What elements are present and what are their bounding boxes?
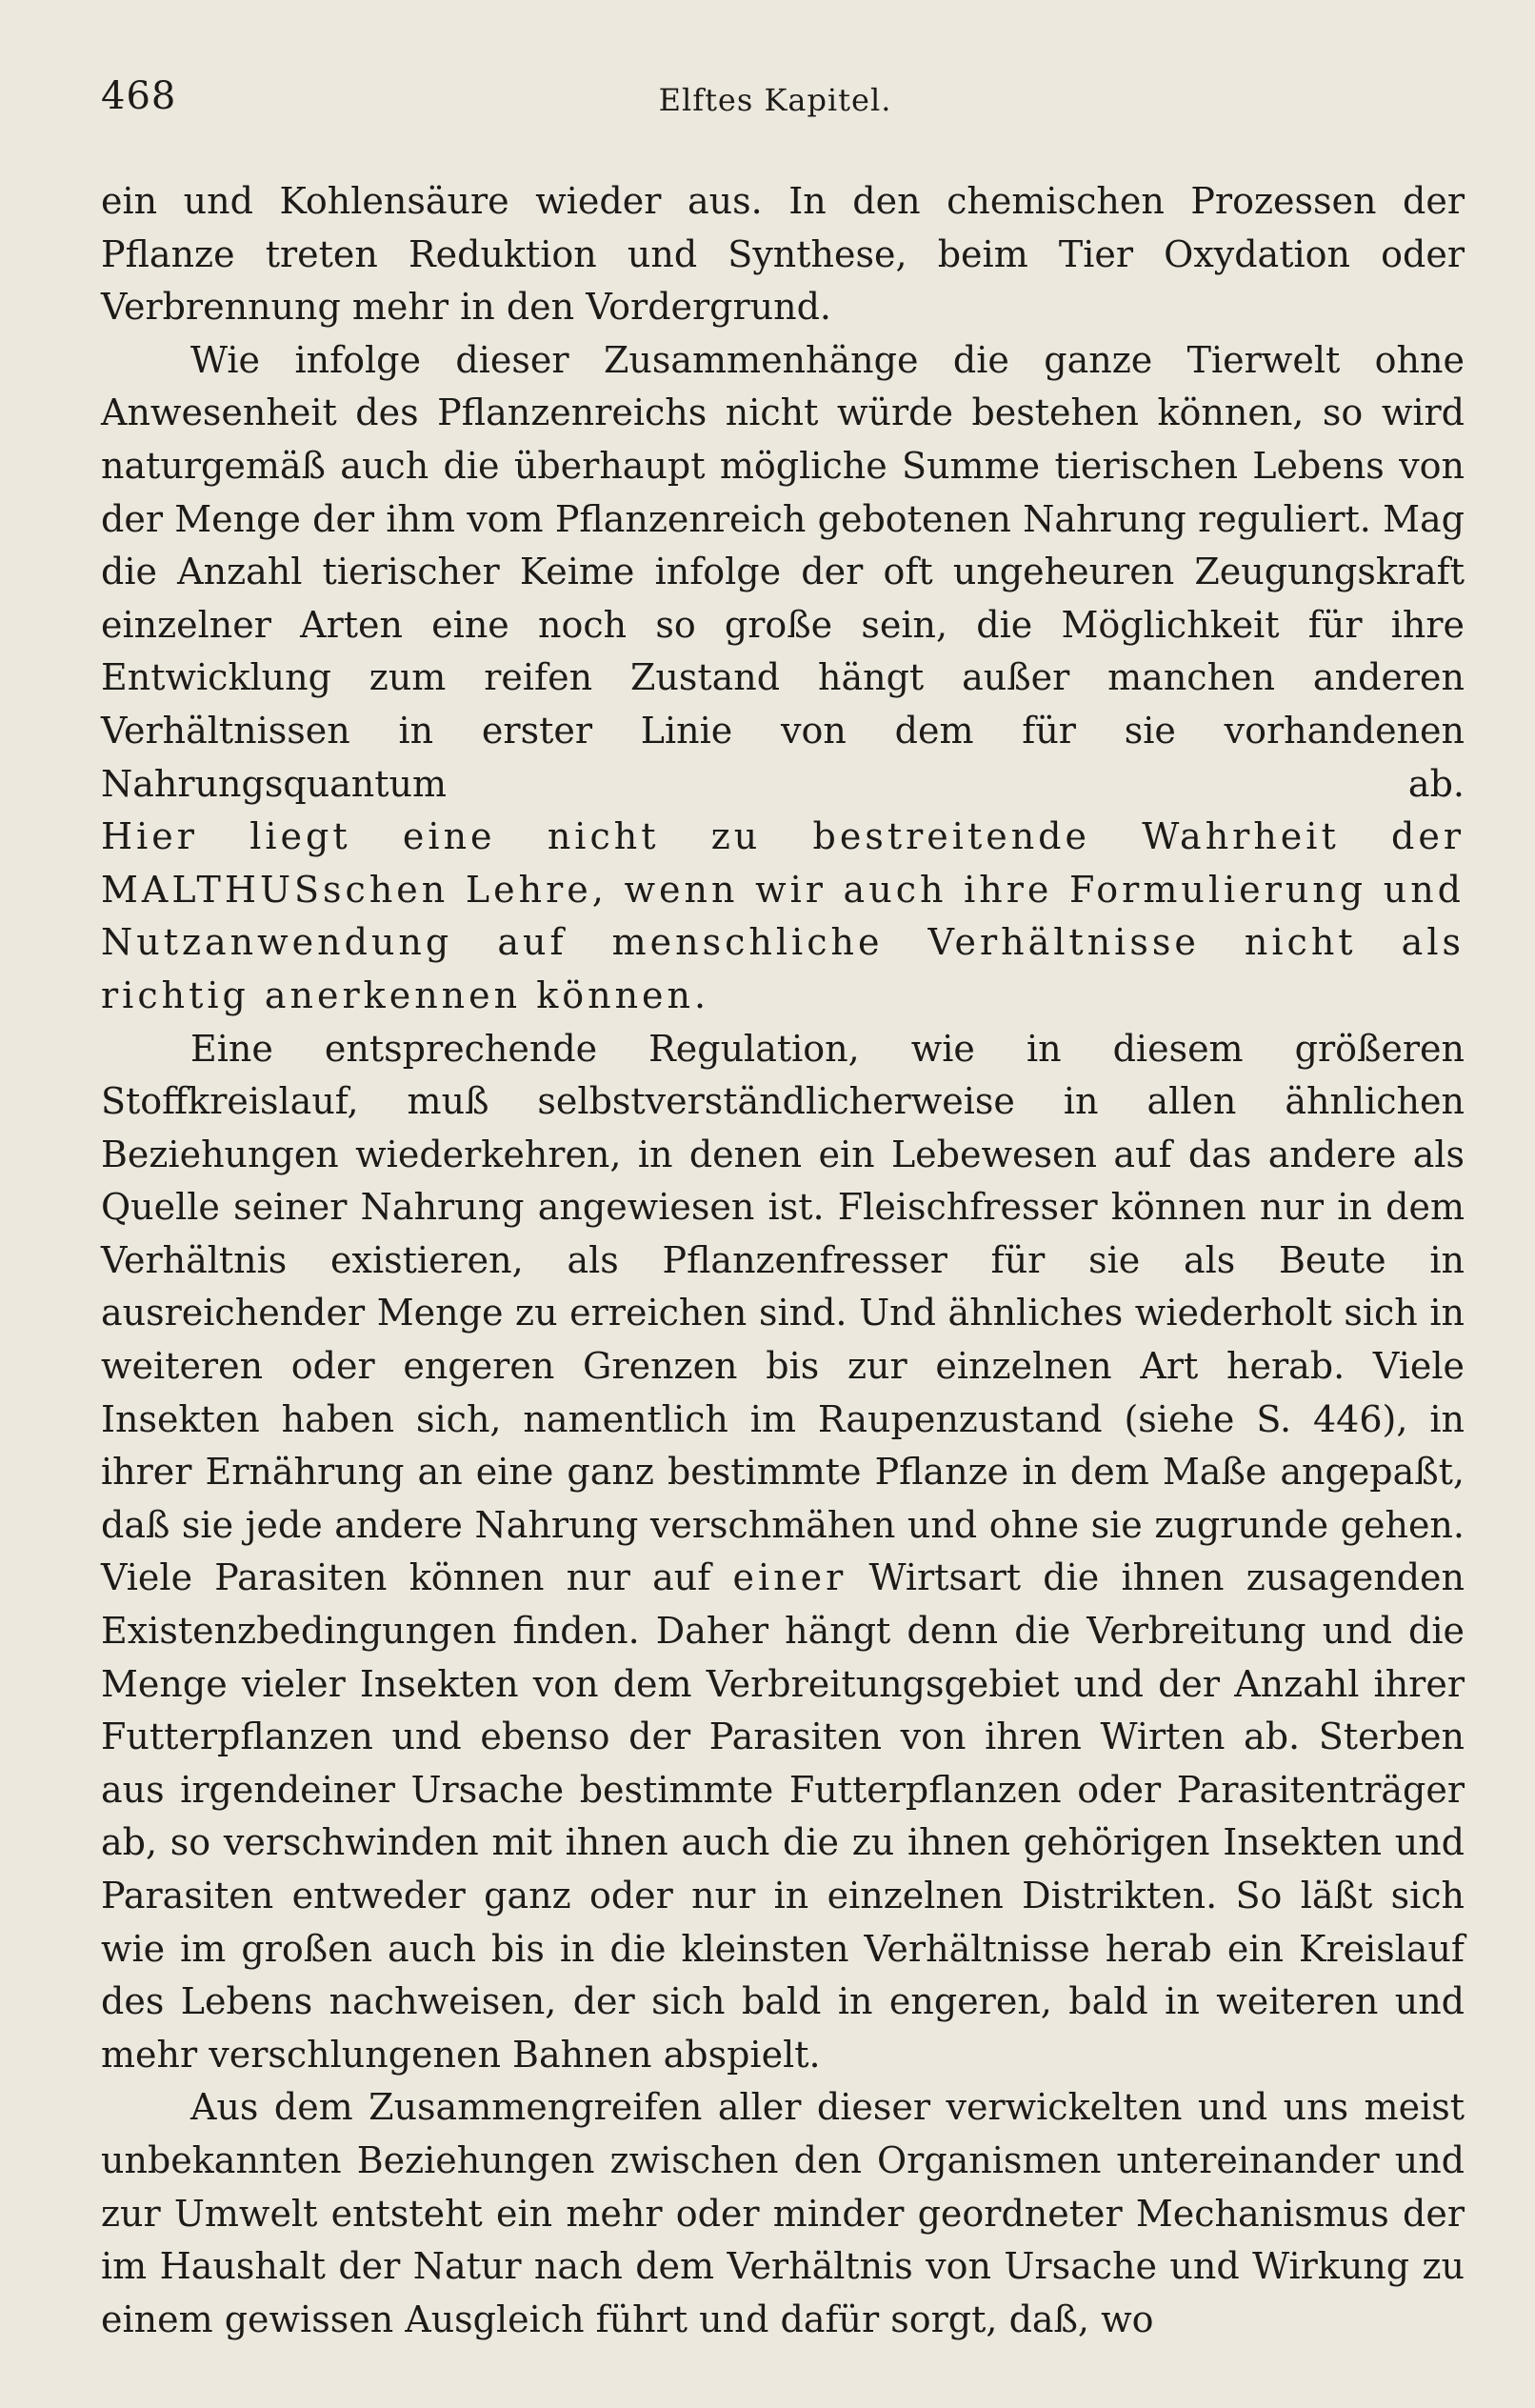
body-text xyxy=(101,175,1465,2346)
emphasized-word: einer xyxy=(732,1556,847,1599)
paragraph-2: Wie infolge dieser Zusammenhänge die ganze Tierwelt ohne Anwesenheit des Pflanzenreichs nicht würde bestehen können, so wird naturgemäß auch die überhaupt mögliche Summe tierischen Lebens von der Menge der ihm vom Pflanzenreich gebotenen Nahrung reguliert. Mag die Anzahl tierischer Keime infolge der oft ungeheuren Zeugungskraft einzelner Arten eine noch so große sein, die Möglichkeit für ihre Entwicklung zum reifen Zustand hängt außer manchen anderen Verhältnissen in erster Linie von dem für sie vorhandenen Nahrungsquantum ab. xyxy=(101,338,1465,805)
running-head: Elftes Kapitel. xyxy=(658,82,892,118)
page-header xyxy=(101,74,1449,131)
paragraph-1: ein und Kohlensäure wieder aus. In den chemischen Prozessen der Pflanze treten Reduktion und Synthese, beim Tier Oxydation oder Verbrennung mehr in den Vordergrund. xyxy=(101,180,1465,329)
paragraph-3 xyxy=(101,1023,1465,2082)
paragraph-3-part-2: Wirtsart die ihnen zusagenden Existenzbedingungen finden. Daher hängt denn die Verbreitung und die Menge vieler Insekten von dem Verbreitungsgebiet und der Anzahl ihrer Futterpflanzen und ebenso der Parasiten von ihren Wirten ab. Sterben aus irgendeiner Ursache bestimmte Futterpflanzen oder Parasitenträger ab, so verschwinden mit ihnen auch die zu ihnen gehörigen Insekten und Parasiten entweder ganz oder nur in einzelnen Distrikten. So läßt sich wie im großen auch bis in die kleinsten Verhältnisse herab ein Kreislauf des Lebens nachweisen, der sich bald in engeren, bald in weiteren und mehr verschlungenen Bahnen abspielt. xyxy=(101,1556,1465,2076)
paragraph-2-continued: Hier liegt eine nicht zu bestreitende Wahrheit der MALTHUSschen Lehre, wenn wir auch ihre Formulierung und Nutzanwendung auf menschliche Verhältnisse nicht als richtig anerkennen können. xyxy=(101,815,1465,1016)
page-number: 468 xyxy=(101,74,177,118)
paragraph-3-part-1: Eine entsprechende Regulation, wie in diesem größeren Stoffkreislauf, muß selbstverständlicherweise in allen ähnlichen Beziehungen wiederkehren, in denen ein Lebewesen auf das andere als Quelle seiner Nahrung angewiesen ist. Fleischfresser können nur in dem Verhältnis existieren, als Pflanzenfresser für sie als Beute in ausreichender Menge zu erreichen sind. Und ähnliches wiederholt sich in weiteren oder engeren Grenzen bis zur einzelnen Art herab. Viele Insekten haben sich, namentlich im Raupenzustand (siehe S. 446), in ihrer Ernährung an eine ganz bestimmte Pflanze in dem Maße angepaßt, daß sie jede andere Nahrung verschmähen und ohne sie zugrunde gehen. Viele Parasiten können nur auf xyxy=(101,1027,1465,1599)
paragraph-4: Aus dem Zusammengreifen aller dieser verwickelten und uns meist unbekannten Beziehungen zwischen den Organismen untereinander und zur Umwelt entsteht ein mehr oder minder geordneter Mechanismus der im Haushalt der Natur nach dem Verhältnis von Ursache und Wirkung zu einem gewissen Ausgleich führt und dafür sorgt, daß, wo xyxy=(101,2086,1465,2340)
